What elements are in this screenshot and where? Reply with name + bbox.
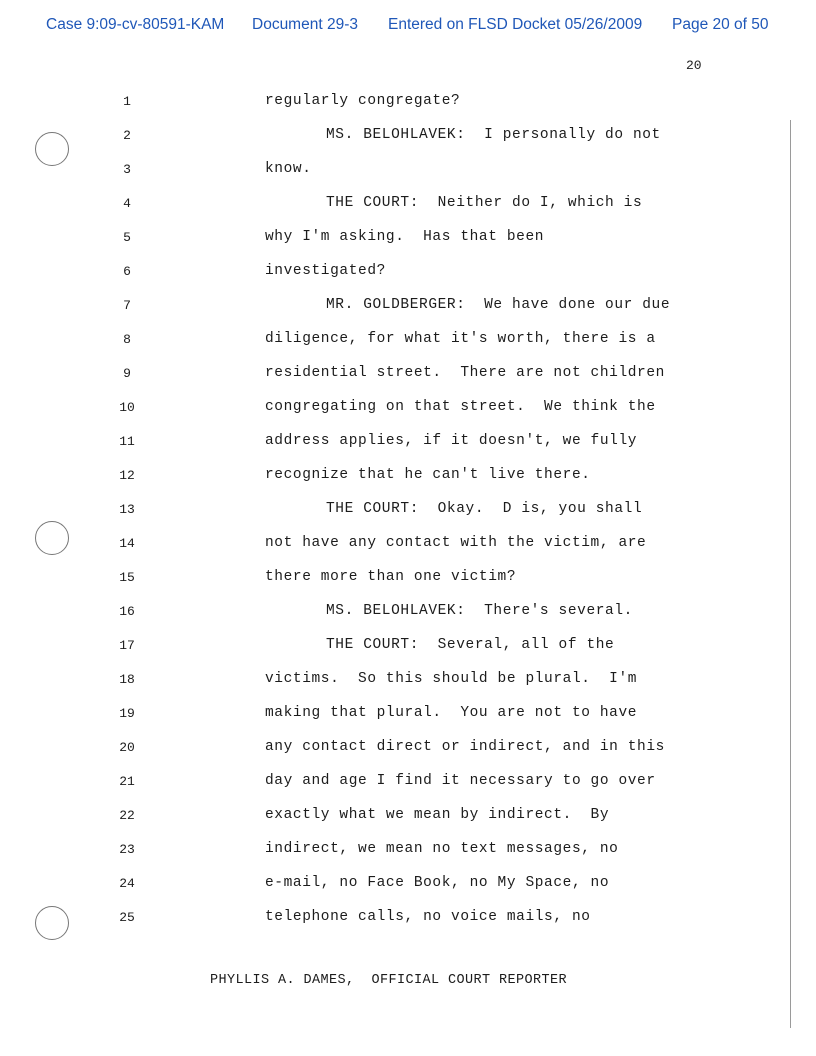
line-number: 13 (119, 502, 135, 517)
line-number: 17 (119, 638, 135, 653)
line-number: 5 (123, 230, 131, 245)
transcript-line: MR. GOLDBERGER: We have done our due (326, 297, 671, 313)
transcript-line: diligence, for what it's worth, there is a (265, 331, 656, 347)
line-number: 23 (119, 842, 135, 857)
transcript-line: THE COURT: Okay. D is, you shall (326, 501, 643, 517)
transcript-line: there more than one victim? (265, 569, 517, 585)
transcript-line: MS. BELOHLAVEK: There's several. (326, 603, 633, 619)
transcript-line: why I'm asking. Has that been (265, 229, 545, 245)
transcript-line: THE COURT: Several, all of the (326, 637, 615, 653)
transcript-line: any contact direct or indirect, and in this (265, 739, 665, 755)
line-number: 8 (123, 332, 131, 347)
case-number: Case 9:09-cv-80591-KAM (46, 16, 225, 33)
transcript-line: investigated? (265, 263, 386, 279)
transcript-line: recognize that he can't live there. (265, 467, 591, 483)
transcript-line: telephone calls, no voice mails, no (265, 909, 591, 925)
line-number: 10 (119, 400, 135, 415)
line-number: 18 (119, 672, 135, 687)
line-number: 25 (119, 910, 135, 925)
line-number: 11 (119, 434, 135, 449)
line-number: 1 (123, 94, 131, 109)
transcript-line: indirect, we mean no text messages, no (265, 841, 619, 857)
line-number: 16 (119, 604, 135, 619)
transcript-line: e-mail, no Face Book, no My Space, no (265, 875, 610, 891)
line-number: 3 (123, 162, 131, 177)
transcript-line: congregating on that street. We think the (265, 399, 656, 415)
line-number: 2 (123, 128, 131, 143)
punch-hole (35, 521, 69, 555)
transcript-line: day and age I find it necessary to go over (265, 773, 656, 789)
line-number: 14 (119, 536, 135, 551)
transcript-line: victims. So this should be plural. I'm (265, 671, 638, 687)
punch-hole (35, 906, 69, 940)
line-number: 15 (119, 570, 135, 585)
transcript-line: THE COURT: Neither do I, which is (326, 195, 643, 211)
line-number: 22 (119, 808, 135, 823)
margin-rule (790, 120, 791, 1028)
document-number: Document 29-3 (252, 16, 358, 33)
docket-entry-date: Entered on FLSD Docket 05/26/2009 (388, 16, 643, 33)
transcript-line: address applies, if it doesn't, we fully (265, 433, 638, 449)
line-number: 9 (123, 366, 131, 381)
transcript-line: exactly what we mean by indirect. By (265, 807, 610, 823)
page-of-total: Page 20 of 50 (672, 16, 769, 33)
docket-header (0, 16, 816, 40)
line-number: 19 (119, 706, 135, 721)
transcript-line: residential street. There are not children (265, 365, 665, 381)
line-number: 7 (123, 298, 131, 313)
line-number: 21 (119, 774, 135, 789)
line-number: 20 (119, 740, 135, 755)
punch-hole (35, 132, 69, 166)
transcript-line: know. (265, 161, 312, 177)
transcript-line: making that plural. You are not to have (265, 705, 638, 721)
line-number: 12 (119, 468, 135, 483)
line-number: 4 (123, 196, 131, 211)
line-number: 24 (119, 876, 135, 891)
transcript-line: MS. BELOHLAVEK: I personally do not (326, 127, 661, 143)
transcript-line: regularly congregate? (265, 93, 461, 109)
line-number: 6 (123, 264, 131, 279)
transcript-line: not have any contact with the victim, are (265, 535, 647, 551)
transcript-page-number: 20 (686, 58, 702, 73)
reporter-footer: PHYLLIS A. DAMES, OFFICIAL COURT REPORTER (210, 973, 568, 988)
